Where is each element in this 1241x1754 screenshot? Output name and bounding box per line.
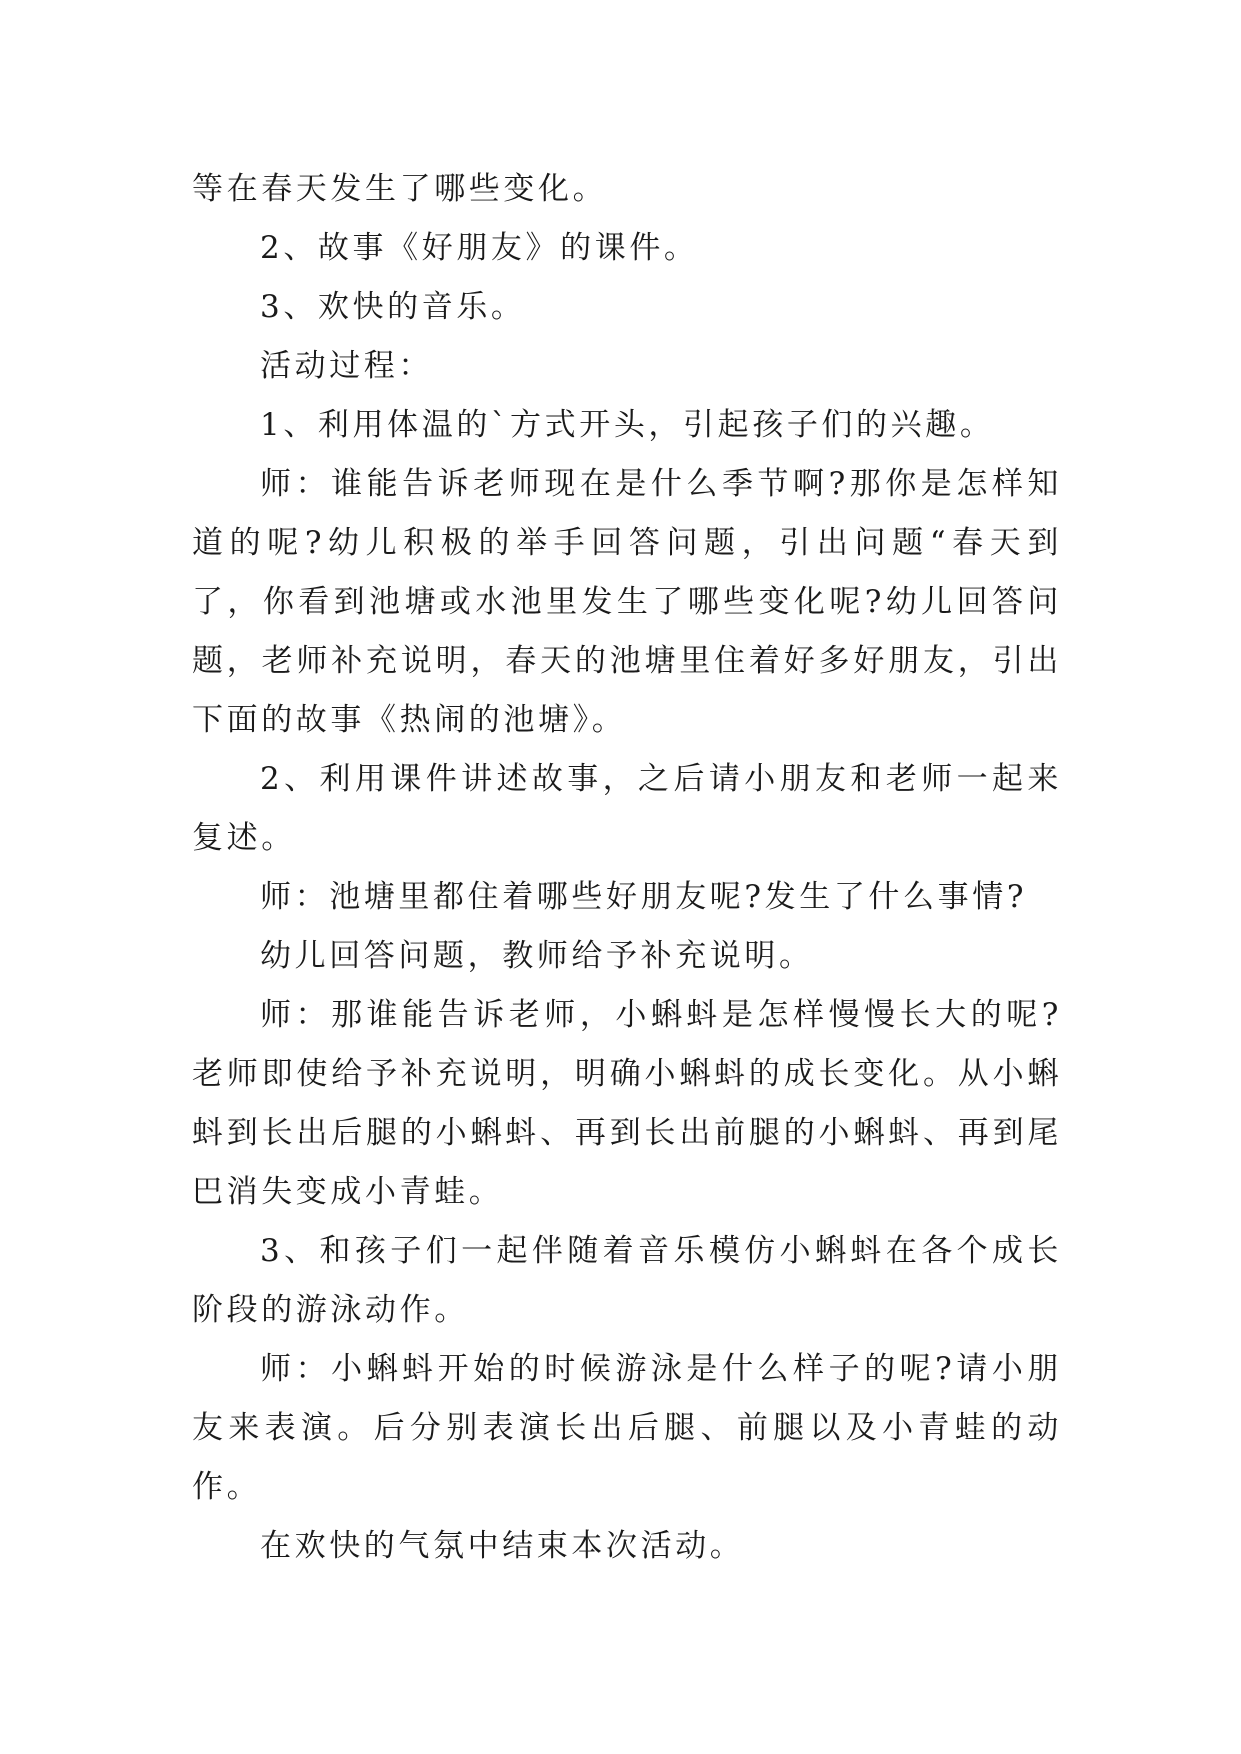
paragraph: 师：池塘里都住着哪些好朋友呢?发生了什么事情? [260,879,1028,915]
paragraph: 3、和孩子们一起伴随着音乐模仿小蝌蚪在各个成长阶段的游泳动作。 [192,1233,1062,1328]
paragraph: 等在春天发生了哪些变化。 [192,171,608,207]
paragraph: 2、利用课件讲述故事，之后请小朋友和老师一起来复述。 [192,761,1062,856]
paragraph: 幼儿回答问题，教师给予补充说明。 [260,938,814,974]
paragraph: 师：谁能告诉老师现在是什么季节啊?那你是怎样知道的呢?幼儿积极的举手回答问题，引出问题“春天到了，你看到池塘或水池里发生了哪些变化呢?幼儿回答问题，老师补充说明，春天的池塘里住着好多好朋友，引出下面的故事《热闹的池塘》。 [192,466,1062,738]
paragraph: 1、利用体温的`方式开头，引起孩子们的兴趣。 [260,407,995,443]
paragraph: 师：那谁能告诉老师，小蝌蚪是怎样慢慢长大的呢?老师即使给予补充说明，明确小蝌蚪的成长变化。从小蝌蚪到长出后腿的小蝌蚪、再到长出前腿的小蝌蚪、再到尾巴消失变成小青蛙。 [192,997,1062,1210]
paragraph: 2、故事《好朋友》的课件。 [260,230,699,266]
paragraph: 师：小蝌蚪开始的时候游泳是什么样子的呢?请小朋友来表演。后分别表演长出后腿、前腿以及小青蛙的动作。 [192,1351,1062,1505]
section-heading: 活动过程： [260,348,433,384]
paragraph: 3、欢快的音乐。 [260,289,526,325]
paragraph: 在欢快的气氛中结束本次活动。 [260,1528,745,1564]
document-body [192,160,1062,1576]
